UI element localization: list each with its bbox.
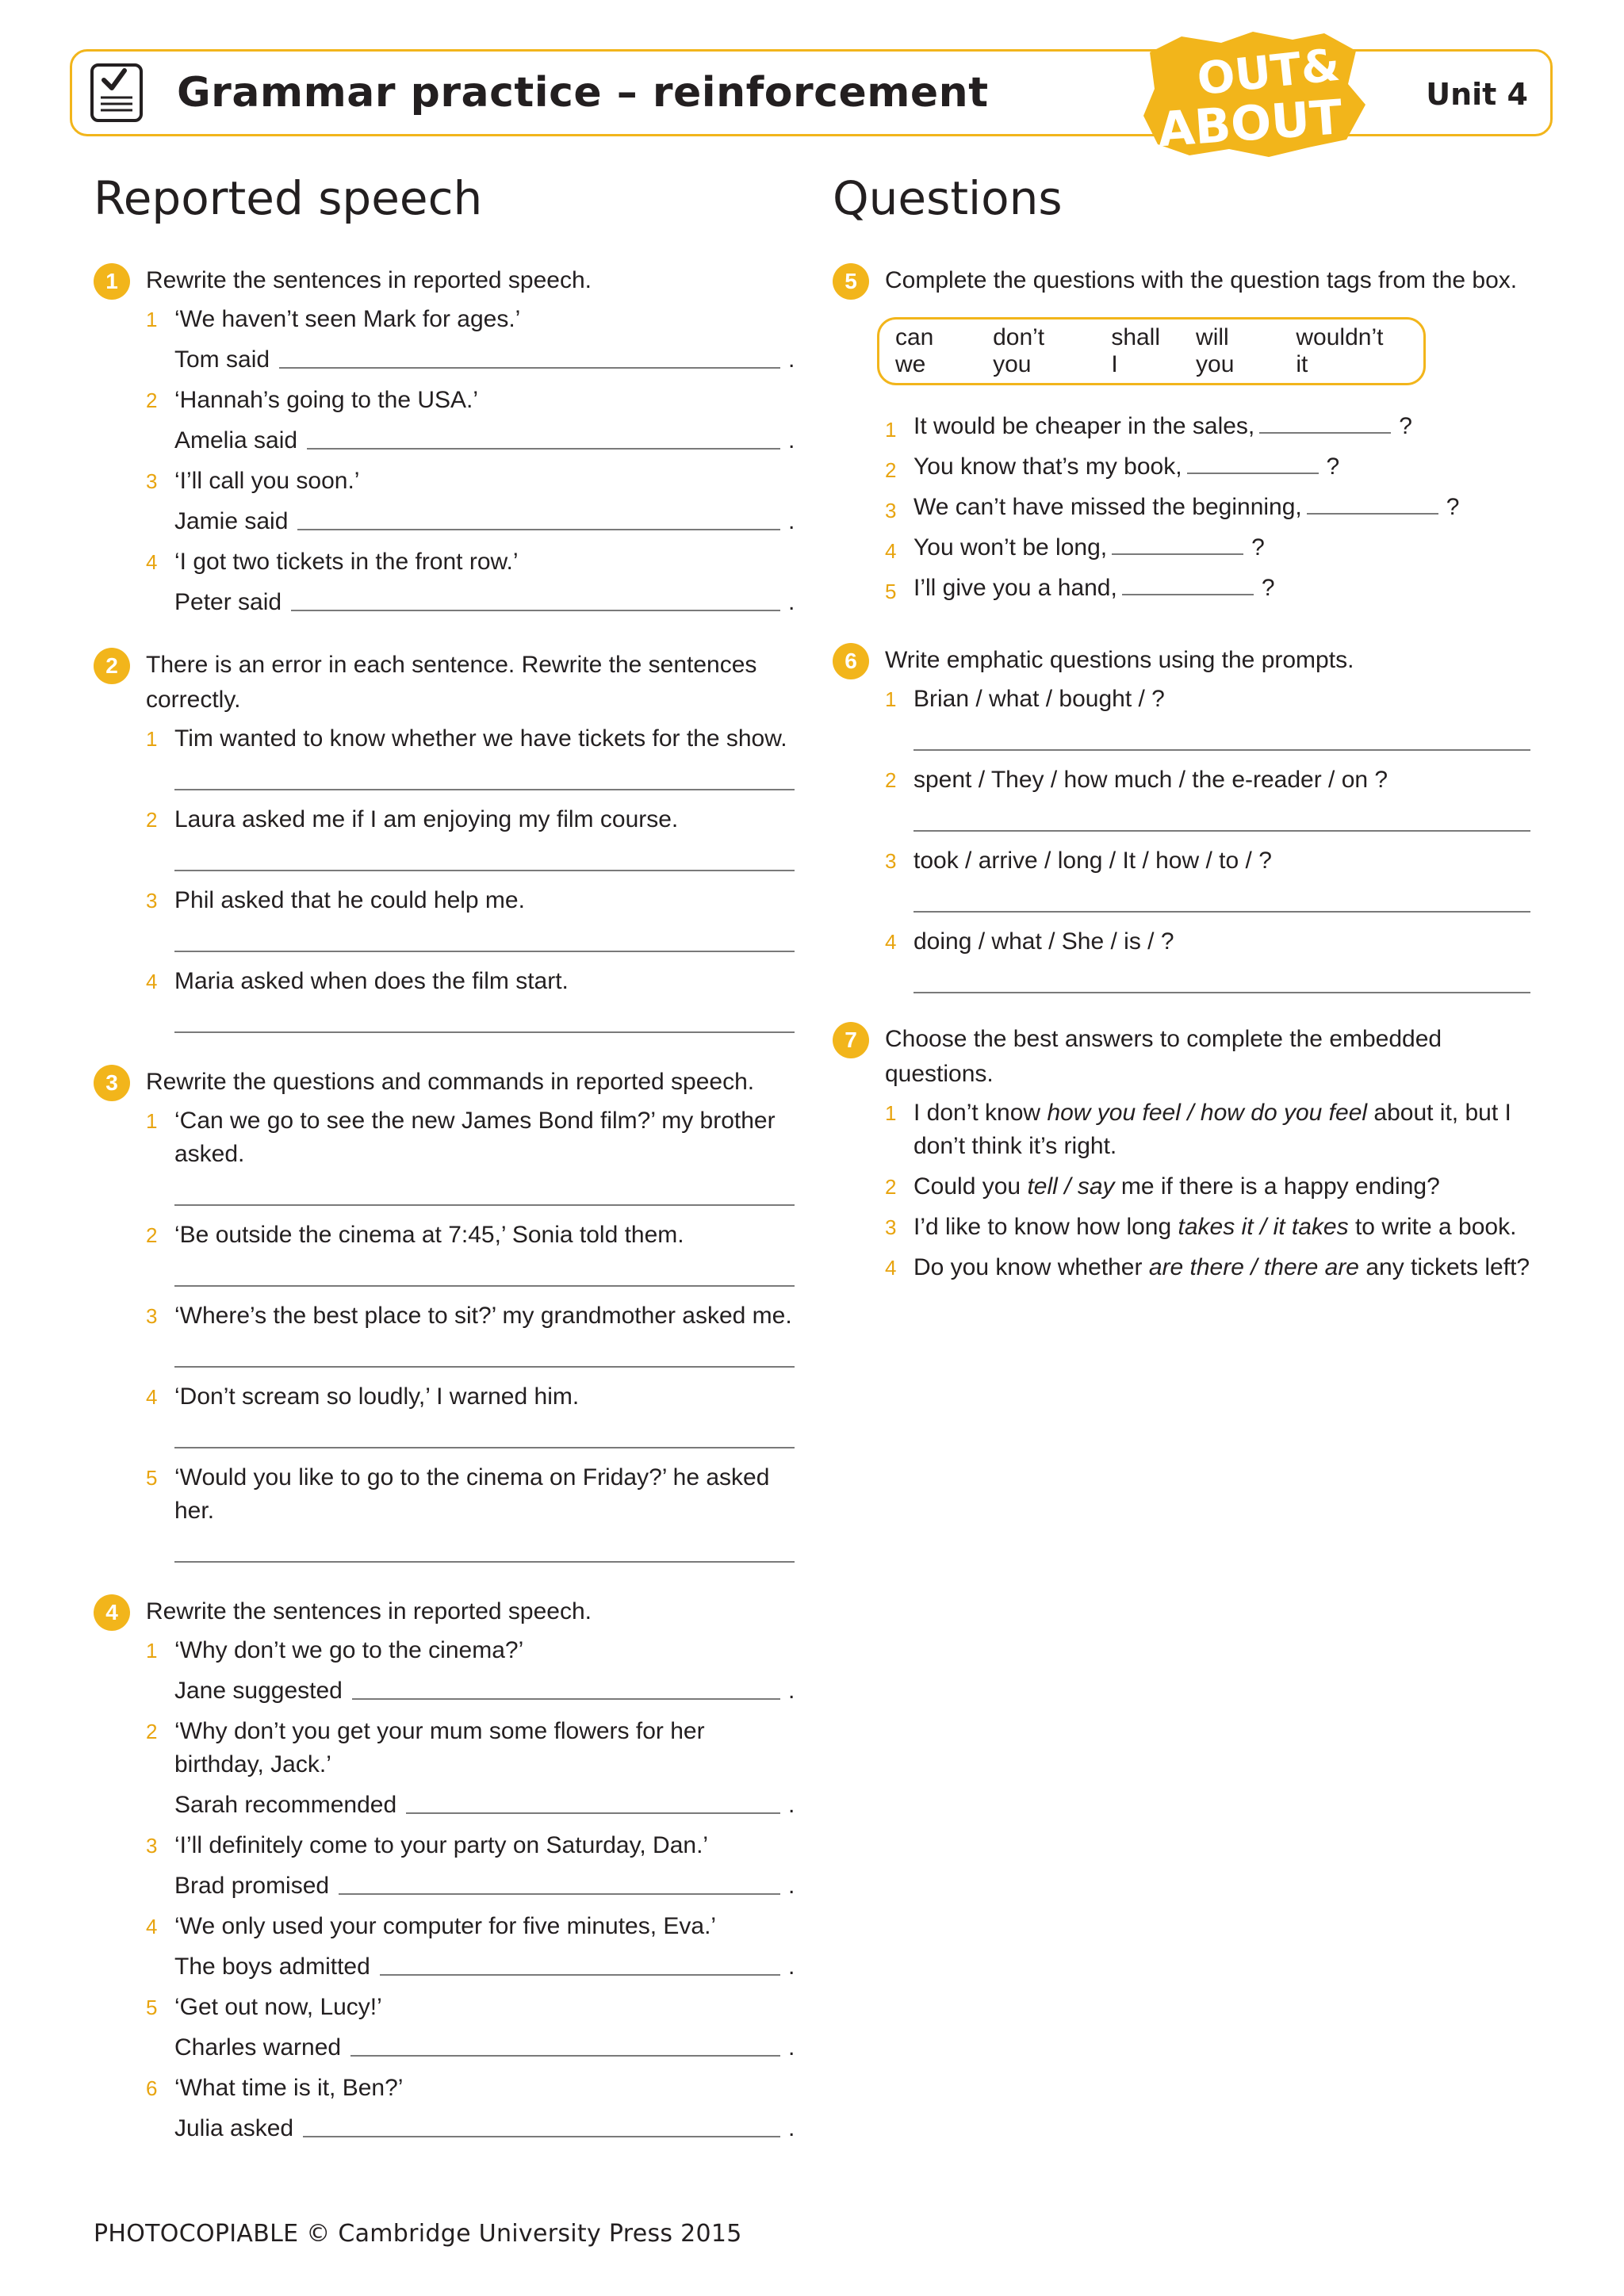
list-item: 2 You know that’s my book, ? (885, 446, 1530, 487)
option-a[interactable]: how you feel (1047, 1100, 1181, 1126)
exercise-instruction: Rewrite the questions and commands in reported speech. (146, 1069, 755, 1095)
list-item: 6 ‘What time is it, Ben?’ Julia asked . (146, 2075, 795, 2141)
exercise-instruction: Rewrite the sentences in reported speech. (146, 1598, 592, 1624)
answer-blank[interactable] (291, 610, 780, 611)
answer-blank[interactable] (1259, 408, 1391, 434)
list-item: 2 ‘Be outside the cinema at 7:45,’ Sonia told them. (146, 1222, 684, 1248)
option-b[interactable]: how do you feel (1200, 1100, 1368, 1126)
page-title: Grammar practice – reinforcement (177, 69, 989, 117)
answer-line[interactable] (174, 836, 795, 871)
option-b[interactable]: say (1077, 1173, 1115, 1200)
answer-blank[interactable] (352, 1698, 780, 1700)
footer-copyright: PHOTOCOPIABLE © Cambridge University Press 2015 (94, 2220, 742, 2248)
list-item: 2 spent / They / how much / the e-reader / on ? (885, 767, 1388, 793)
tag-option: wouldn’t it (1296, 324, 1384, 377)
option-b[interactable]: there are (1263, 1254, 1359, 1280)
answer-line[interactable] (914, 959, 1530, 993)
answer-blank[interactable] (303, 2136, 780, 2137)
list-item: 5 ‘Would you like to go to the cinema on Friday?’ he asked her. (146, 1464, 770, 1524)
checklist-icon (90, 63, 144, 123)
logo-text-top: OUT& (1194, 39, 1342, 106)
list-item: 2 ‘Why don’t you get your mum some flowers for her birthday, Jack.’ Sarah recommended . (146, 1718, 795, 1818)
answer-line[interactable] (174, 1414, 795, 1448)
answer-line[interactable] (174, 1528, 795, 1563)
questions-title: Questions (833, 171, 1063, 225)
list-item: 3 ‘I’ll definitely come to your party on Saturday, Dan.’ Brad promised . (146, 1832, 795, 1899)
exercise-instruction: Choose the best answers to complete the embedded questions. (885, 1026, 1442, 1087)
answer-blank[interactable] (1112, 530, 1243, 555)
exercise-2 (94, 648, 795, 1033)
question-tags-box (877, 317, 1426, 385)
logo-text-bottom: ABOUT (1155, 90, 1344, 159)
exercise-3 (94, 1065, 795, 1563)
answer-line[interactable] (174, 998, 795, 1033)
list-item: 4 Maria asked when does the film start. (146, 968, 569, 994)
list-item: 3 took / arrive / long / It / how / to / ? (885, 848, 1272, 874)
list-item: 4 ‘We only used your computer for five minutes, Eva.’ The boys admitted . (146, 1913, 795, 1980)
exercise-number-badge: 7 (833, 1022, 869, 1058)
list-item: 5 I’ll give you a hand, ? (885, 568, 1530, 608)
answer-blank[interactable] (279, 367, 780, 369)
exercise-number-badge: 4 (94, 1594, 130, 1631)
list-item: 1 I don’t know how you feel / how do you feel about it, but I don’t think it’s right. (885, 1100, 1511, 1159)
exercise-1 (94, 263, 795, 619)
exercise-instruction: Complete the questions with the question tags from the box. (885, 267, 1518, 293)
answer-blank[interactable] (297, 529, 780, 530)
answer-line[interactable] (914, 797, 1530, 832)
list-item: 4 ‘I got two tickets in the front row.’ Peter said . (146, 549, 795, 615)
answer-line[interactable] (174, 1252, 795, 1287)
list-item: 3 ‘Where’s the best place to sit?’ my grandmother asked me. (146, 1303, 792, 1329)
answer-line[interactable] (174, 756, 795, 790)
answer-line[interactable] (914, 716, 1530, 751)
list-item: 3 I’d like to know how long takes it / it takes to write a book. (885, 1214, 1517, 1240)
left-column (94, 263, 795, 2145)
answer-blank[interactable] (350, 2055, 780, 2057)
right-column-continued (833, 406, 1530, 1284)
tag-option: don’t you (993, 324, 1045, 377)
exercise-number-badge: 6 (833, 643, 869, 679)
answer-blank[interactable] (380, 1974, 780, 1976)
exercise-6 (833, 643, 1530, 993)
list-item: 4 Do you know whether are there / there are any tickets left? (885, 1254, 1530, 1280)
answer-blank[interactable] (1122, 570, 1254, 595)
answer-blank[interactable] (1187, 449, 1319, 474)
option-a[interactable]: takes it (1178, 1214, 1254, 1240)
list-item: 1 ‘Can we go to see the new James Bond film?’ my brother asked. (146, 1108, 776, 1167)
list-item: 1 ‘We haven’t seen Mark for ages.’ Tom said . (146, 306, 795, 373)
right-column (833, 263, 1530, 298)
exercise-4 (94, 1594, 795, 2145)
exercise-number-badge: 3 (94, 1065, 130, 1101)
tag-option: will you (1196, 324, 1235, 377)
reported-speech-title: Reported speech (94, 171, 483, 225)
option-a[interactable]: tell (1027, 1173, 1058, 1200)
list-item: 1 Tim wanted to know whether we have tickets for the show. (146, 725, 787, 752)
answer-line[interactable] (174, 1333, 795, 1368)
list-item: 4 You won’t be long, ? (885, 527, 1530, 568)
answer-blank[interactable] (1307, 489, 1438, 515)
list-item: 1 ‘Why don’t we go to the cinema?’ Jane suggested . (146, 1637, 795, 1704)
answer-blank[interactable] (307, 448, 780, 450)
option-a[interactable]: are there (1148, 1254, 1244, 1280)
list-item: 5 ‘Get out now, Lucy!’ Charles warned . (146, 1994, 795, 2061)
exercise-instruction: Write emphatic questions using the prompts. (885, 647, 1354, 673)
exercise-number-badge: 2 (94, 648, 130, 684)
list-item: 1 It would be cheaper in the sales, ? (885, 406, 1530, 446)
list-item: 3 Phil asked that he could help me. (146, 887, 525, 913)
list-item: 3 ‘I’ll call you soon.’ Jamie said . (146, 468, 795, 534)
exercise-instruction: Rewrite the sentences in reported speech. (146, 267, 592, 293)
out-and-about-logo (1134, 29, 1372, 163)
exercise-instruction: There is an error in each sentence. Rewrite the sentences correctly. (146, 652, 757, 713)
answer-line[interactable] (174, 1171, 795, 1206)
answer-blank[interactable] (339, 1893, 780, 1895)
list-item: 4 ‘Don’t scream so loudly,’ I warned him. (146, 1383, 580, 1410)
exercise-7 (833, 1022, 1530, 1284)
answer-blank[interactable] (406, 1812, 780, 1814)
option-b[interactable]: it takes (1273, 1214, 1349, 1240)
exercise-number-badge: 1 (94, 263, 130, 300)
list-item: 2 Laura asked me if I am enjoying my film course. (146, 806, 679, 832)
answer-line[interactable] (174, 917, 795, 952)
exercise-5 (833, 263, 1530, 298)
answer-line[interactable] (914, 878, 1530, 913)
unit-label: Unit 4 (1426, 77, 1528, 112)
list-item: 2 ‘Hannah’s going to the USA.’ Amelia said . (146, 387, 795, 453)
exercise-number-badge: 5 (833, 263, 869, 300)
list-item: 1 Brian / what / bought / ? (885, 686, 1165, 712)
list-item: 2 Could you tell / say me if there is a happy ending? (885, 1173, 1440, 1200)
list-item: 4 doing / what / She / is / ? (885, 928, 1174, 955)
tag-option: can we (895, 324, 934, 377)
list-item: 3 We can’t have missed the beginning, ? (885, 487, 1530, 527)
tag-option: shall I (1111, 324, 1161, 377)
